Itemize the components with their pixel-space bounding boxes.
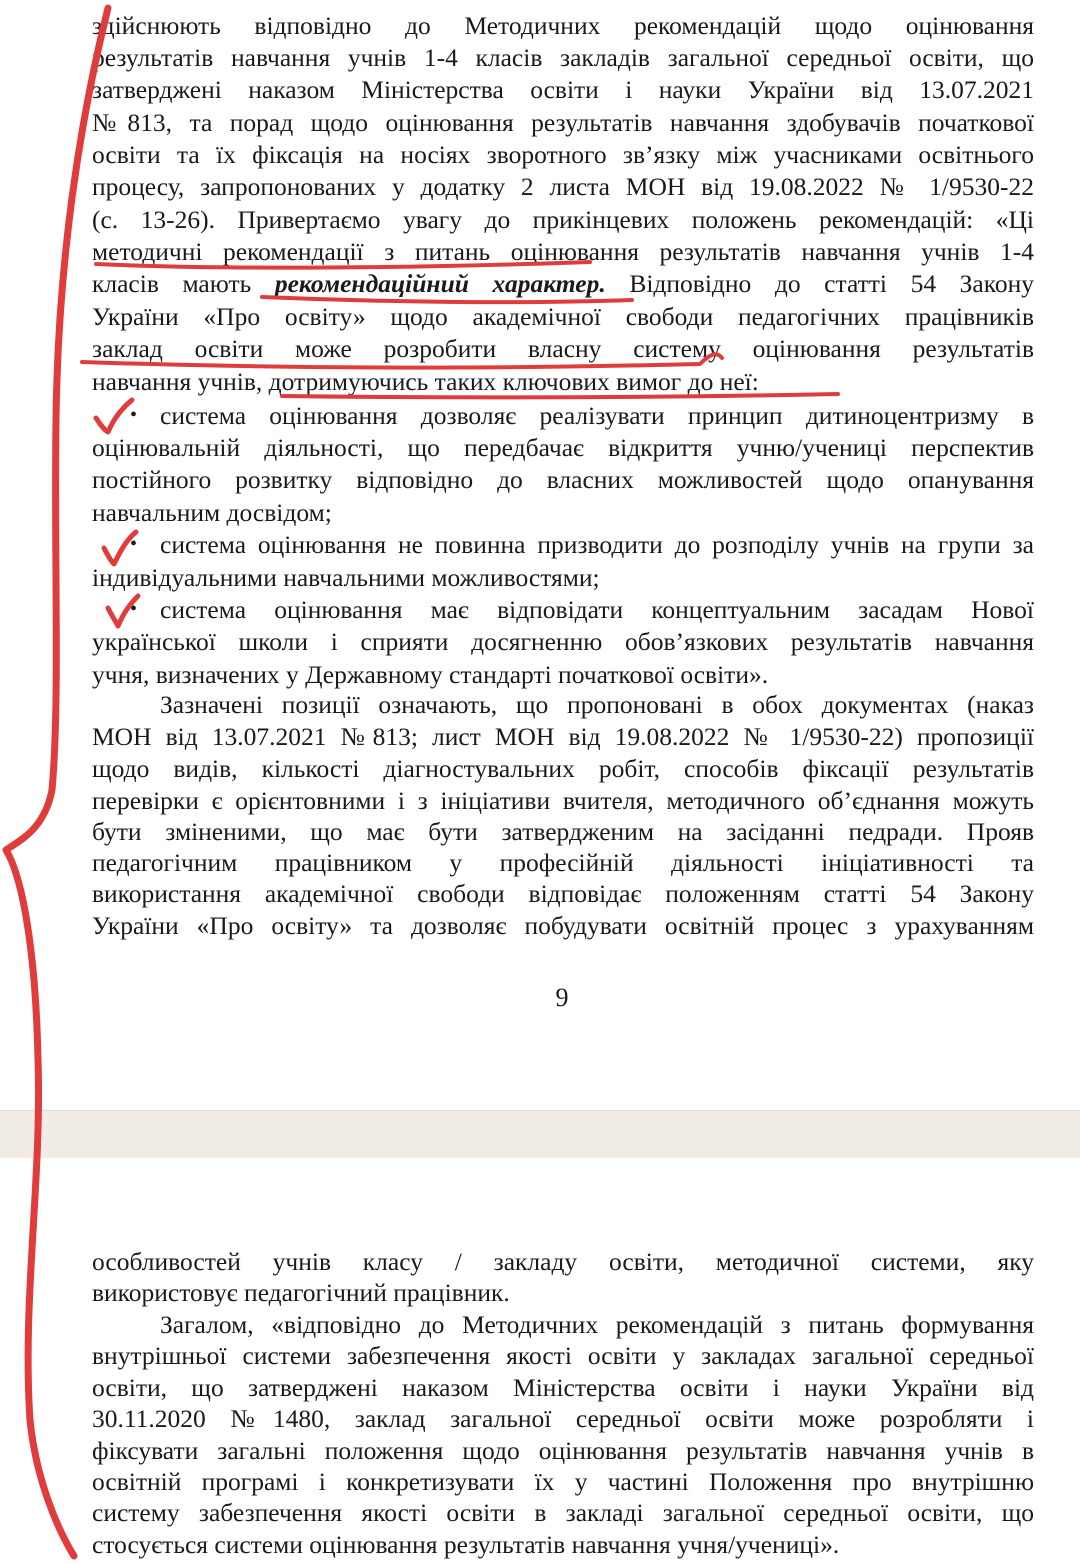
text-line: результатів навчання учнів 1-4 класів закладів загальної середньої освіти, що [92,43,1034,72]
text-line: МОН від 13.07.2021 №813; лист МОН від 19.08.2022 № 1/9530-22) пропозиції [92,722,1034,751]
emphasized-phrase: рекомендаційний характер. [274,269,606,298]
text-run: класів мають [92,269,275,298]
text-line: щодо видів, кількості діагностувальних робіт, способів фіксації результатів [92,754,1034,783]
text-line: 30.11.2020 №1480, заклад загальної середньої освіти може розробляти і [92,1404,1034,1433]
text-line: освітній програмі і конкретизувати їх у частині Положення про внутрішню [92,1467,1034,1496]
text-line: індивідуальними навчальними можливостями; [92,563,600,592]
paragraph-first-line: Загалом, «відповідно до Методичних рекомендацій з питань формування [160,1310,1034,1339]
text-line: №813, та порад щодо оцінювання результатів навчання здобувачів початкової [92,108,1034,137]
bullet-item-3: система оцінювання має відповідати концептуальним засадам Нової [160,595,1034,624]
text-line: України «Про освіту» щодо академічної свободи педагогічних працівників [92,302,1034,331]
text-line: використання академічної свободи відповідає положенням статті 54 Закону [92,879,1034,908]
text-line: перевірки є орієнтовними і з ініціативи вчителя, методичного об’єднання можуть [92,786,1034,815]
text-line: фіксувати загальні положення щодо оцінювання результатів навчання учнів в [92,1436,1034,1465]
text-line: освіти, що затверджені наказом Міністерства освіти і науки України від [92,1373,1034,1402]
bullet-dot: • [130,404,138,426]
page-number: 9 [555,983,569,1012]
bullet-item-2: система оцінювання не повинна призводити до розподілу учнів на групи за [160,530,1034,559]
text-line: внутрішньої системи забезпечення якості освіти у закладах загальної середньої [92,1341,1034,1370]
text-line: процесу, запропонованих у додатку 2 листа МОН від 19.08.2022 № 1/9530-22 [92,172,1034,201]
bullet-item-1: система оцінювання дозволяє реалізувати принцип дитиноцентризму в [160,401,1034,430]
text-line: української школи і сприяти досягненню обов’язкових результатів навчання [92,627,1034,656]
text-line: використовує педагогічний працівник. [92,1278,510,1307]
text-line: особливостей учнів класу / закладу освіти, методичної системи, яку [92,1247,1034,1276]
text-line: (с. 13-26). Привертаємо увагу до прикінцевих положень рекомендацій: «Ці [92,205,1034,234]
text-line: навчальним досвідом; [92,498,332,527]
text-line: стосується системи оцінювання результатів навчання учня/учениці». [92,1530,840,1559]
text-line: освіти та їх фіксація на носіях зворотного зв’язку між учасниками освітнього [92,140,1034,169]
text-line: постійного розвитку відповідно до власних можливостей щодо опанування [92,465,1034,494]
document-page-10 [0,1158,1080,1564]
text-line: оцінювальній діяльності, що передбачає відкриття учню/учениці перспектив [92,433,1034,462]
text-line: здійснюють відповідно до Методичних рекомендацій щодо оцінювання [92,11,1034,40]
text-line: систему забезпечення якості освіти в закладі загальної середньої освіти, що [92,1498,1034,1527]
text-run: Відповідно до статті 54 Закону [605,269,1034,298]
text-line: методичні рекомендації з питань оцінювання результатів навчання учнів 1-4 [92,237,1034,266]
bullet-dot: • [130,598,138,620]
page-separator [0,1110,1080,1160]
text-line: навчання учнів, дотримуючись таких ключових вимог до неї: [92,367,759,396]
bullet-dot: • [130,533,138,555]
text-line: учня, визначених у Державному стандарті початкової освіти». [92,660,769,689]
text-line: бути зміненими, що має бути затвердженим на засіданні педради. Прояв [92,817,1034,846]
text-line: затверджені наказом Міністерства освіти і науки України від 13.07.2021 [92,75,1034,104]
text-line-emphasis [92,268,1034,299]
text-line: педагогічним працівником у професійній діяльності ініціативності та [92,848,1034,877]
paragraph-first-line: Зазначені позиції означають, що пропоновані в обох документах (наказ [160,690,1034,719]
text-line: України «Про освіту» та дозволяє побудувати освітній процес з урахуванням [92,911,1034,940]
text-line: заклад освіти може розробити власну систему оцінювання результатів [92,334,1034,363]
